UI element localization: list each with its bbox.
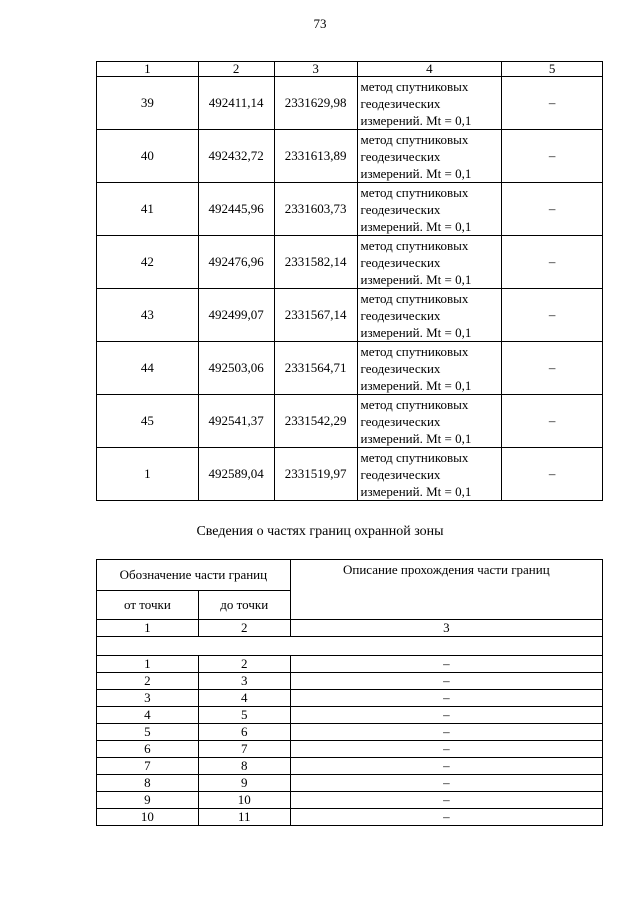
to-point: 10 bbox=[198, 792, 290, 809]
note-cell: – bbox=[502, 448, 603, 501]
point-number: 42 bbox=[97, 236, 199, 289]
parts-number-row bbox=[97, 620, 603, 637]
method-line: метод спутниковых bbox=[360, 396, 469, 412]
note-cell: – bbox=[502, 77, 603, 130]
boundary-part-row bbox=[97, 809, 603, 826]
boundary-part-row bbox=[97, 741, 603, 758]
note-cell: – bbox=[502, 289, 603, 342]
x-coordinate: 492499,07 bbox=[198, 289, 274, 342]
method-line: измерений. Mt = 0,1 bbox=[360, 324, 472, 340]
point-number: 41 bbox=[97, 183, 199, 236]
from-point: 2 bbox=[97, 673, 199, 690]
description-cell: – bbox=[290, 656, 602, 673]
method-line: измерений. Mt = 0,1 bbox=[360, 271, 472, 287]
from-point: 1 bbox=[97, 656, 199, 673]
x-coordinate: 492476,96 bbox=[198, 236, 274, 289]
boundary-part-row bbox=[97, 673, 603, 690]
point-number: 45 bbox=[97, 395, 199, 448]
to-point: 2 bbox=[198, 656, 290, 673]
measurement-method bbox=[357, 77, 502, 130]
to-point: 3 bbox=[198, 673, 290, 690]
from-point: 10 bbox=[97, 809, 199, 826]
to-point-header: до точки bbox=[198, 591, 290, 620]
measurement-method bbox=[357, 183, 502, 236]
method-line: измерений. Mt = 0,1 bbox=[360, 430, 472, 446]
y-coordinate: 2331582,14 bbox=[274, 236, 357, 289]
boundary-part-row bbox=[97, 758, 603, 775]
y-coordinate: 2331567,14 bbox=[274, 289, 357, 342]
x-coordinate: 492432,72 bbox=[198, 130, 274, 183]
method-line: геодезических bbox=[360, 307, 441, 323]
coordinates-row bbox=[97, 342, 603, 395]
column-number-header: 5 bbox=[502, 62, 603, 77]
x-coordinate: 492411,14 bbox=[198, 77, 274, 130]
method-line: измерений. Mt = 0,1 bbox=[360, 377, 472, 393]
boundary-description-header: Описание прохождения части границ bbox=[290, 560, 602, 620]
coordinates-header-row bbox=[97, 62, 603, 77]
method-line: геодезических bbox=[360, 201, 441, 217]
boundary-part-row bbox=[97, 707, 603, 724]
coordinates-table bbox=[96, 61, 603, 501]
to-point: 11 bbox=[198, 809, 290, 826]
from-point-header: от точки bbox=[97, 591, 199, 620]
from-point: 3 bbox=[97, 690, 199, 707]
method-line: метод спутниковых bbox=[360, 290, 469, 306]
method-line: метод спутниковых bbox=[360, 449, 469, 465]
description-cell: – bbox=[290, 792, 602, 809]
point-number: 1 bbox=[97, 448, 199, 501]
to-point: 6 bbox=[198, 724, 290, 741]
method-line: геодезических bbox=[360, 254, 441, 270]
measurement-method bbox=[357, 448, 502, 501]
to-point: 9 bbox=[198, 775, 290, 792]
method-line: измерений. Mt = 0,1 bbox=[360, 165, 472, 181]
blank-cell bbox=[97, 637, 603, 656]
description-cell: – bbox=[290, 741, 602, 758]
column-number-header: 3 bbox=[274, 62, 357, 77]
boundary-parts-table bbox=[96, 559, 603, 826]
boundary-part-designation-header: Обозначение части границ bbox=[97, 560, 291, 591]
section-title: Сведения о частях границ охранной зоны bbox=[196, 524, 444, 539]
description-cell: – bbox=[290, 775, 602, 792]
method-line: геодезических bbox=[360, 95, 441, 111]
from-point: 7 bbox=[97, 758, 199, 775]
from-point: 9 bbox=[97, 792, 199, 809]
y-coordinate: 2331542,29 bbox=[274, 395, 357, 448]
column-number-header: 3 bbox=[290, 620, 602, 637]
note-cell: – bbox=[502, 236, 603, 289]
column-number-header: 4 bbox=[357, 62, 502, 77]
point-number: 43 bbox=[97, 289, 199, 342]
method-line: измерений. Mt = 0,1 bbox=[360, 483, 472, 499]
y-coordinate: 2331564,71 bbox=[274, 342, 357, 395]
coordinates-row bbox=[97, 236, 603, 289]
from-point: 5 bbox=[97, 724, 199, 741]
method-line: геодезических bbox=[360, 413, 441, 429]
x-coordinate: 492589,04 bbox=[198, 448, 274, 501]
note-cell: – bbox=[502, 342, 603, 395]
from-point: 8 bbox=[97, 775, 199, 792]
measurement-method bbox=[357, 289, 502, 342]
description-cell: – bbox=[290, 809, 602, 826]
note-cell: – bbox=[502, 183, 603, 236]
method-line: геодезических bbox=[360, 360, 441, 376]
method-line: геодезических bbox=[360, 466, 441, 482]
description-cell: – bbox=[290, 707, 602, 724]
from-point: 6 bbox=[97, 741, 199, 758]
page-number: 73 bbox=[313, 16, 327, 31]
column-number-header: 2 bbox=[198, 620, 290, 637]
to-point: 5 bbox=[198, 707, 290, 724]
coordinates-row bbox=[97, 77, 603, 130]
boundary-part-row bbox=[97, 690, 603, 707]
note-cell: – bbox=[502, 395, 603, 448]
boundary-part-row bbox=[97, 724, 603, 741]
to-point: 8 bbox=[198, 758, 290, 775]
note-cell: – bbox=[502, 130, 603, 183]
method-line: измерений. Mt = 0,1 bbox=[360, 112, 472, 128]
method-line: метод спутниковых bbox=[360, 184, 469, 200]
y-coordinate: 2331603,73 bbox=[274, 183, 357, 236]
description-cell: – bbox=[290, 724, 602, 741]
x-coordinate: 492541,37 bbox=[198, 395, 274, 448]
description-cell: – bbox=[290, 690, 602, 707]
description-cell: – bbox=[290, 758, 602, 775]
boundary-part-row bbox=[97, 775, 603, 792]
method-line: геодезических bbox=[360, 148, 441, 164]
from-point: 4 bbox=[97, 707, 199, 724]
method-line: метод спутниковых bbox=[360, 78, 469, 94]
coordinates-row bbox=[97, 130, 603, 183]
y-coordinate: 2331613,89 bbox=[274, 130, 357, 183]
description-cell: – bbox=[290, 673, 602, 690]
point-number: 44 bbox=[97, 342, 199, 395]
boundary-part-row bbox=[97, 656, 603, 673]
x-coordinate: 492503,06 bbox=[198, 342, 274, 395]
coordinates-row bbox=[97, 289, 603, 342]
blank-row bbox=[97, 637, 603, 656]
measurement-method bbox=[357, 236, 502, 289]
method-line: измерений. Mt = 0,1 bbox=[360, 218, 472, 234]
column-number-header: 1 bbox=[97, 62, 199, 77]
to-point: 7 bbox=[198, 741, 290, 758]
point-number: 39 bbox=[97, 77, 199, 130]
boundary-part-row bbox=[97, 792, 603, 809]
coordinates-row bbox=[97, 183, 603, 236]
measurement-method bbox=[357, 342, 502, 395]
measurement-method bbox=[357, 395, 502, 448]
y-coordinate: 2331519,97 bbox=[274, 448, 357, 501]
coordinates-row bbox=[97, 448, 603, 501]
to-point: 4 bbox=[198, 690, 290, 707]
method-line: метод спутниковых bbox=[360, 343, 469, 359]
y-coordinate: 2331629,98 bbox=[274, 77, 357, 130]
measurement-method bbox=[357, 130, 502, 183]
parts-header-row bbox=[97, 560, 603, 591]
column-number-header: 2 bbox=[198, 62, 274, 77]
method-line: метод спутниковых bbox=[360, 237, 469, 253]
method-line: метод спутниковых bbox=[360, 131, 469, 147]
column-number-header: 1 bbox=[97, 620, 199, 637]
coordinates-row bbox=[97, 395, 603, 448]
x-coordinate: 492445,96 bbox=[198, 183, 274, 236]
point-number: 40 bbox=[97, 130, 199, 183]
